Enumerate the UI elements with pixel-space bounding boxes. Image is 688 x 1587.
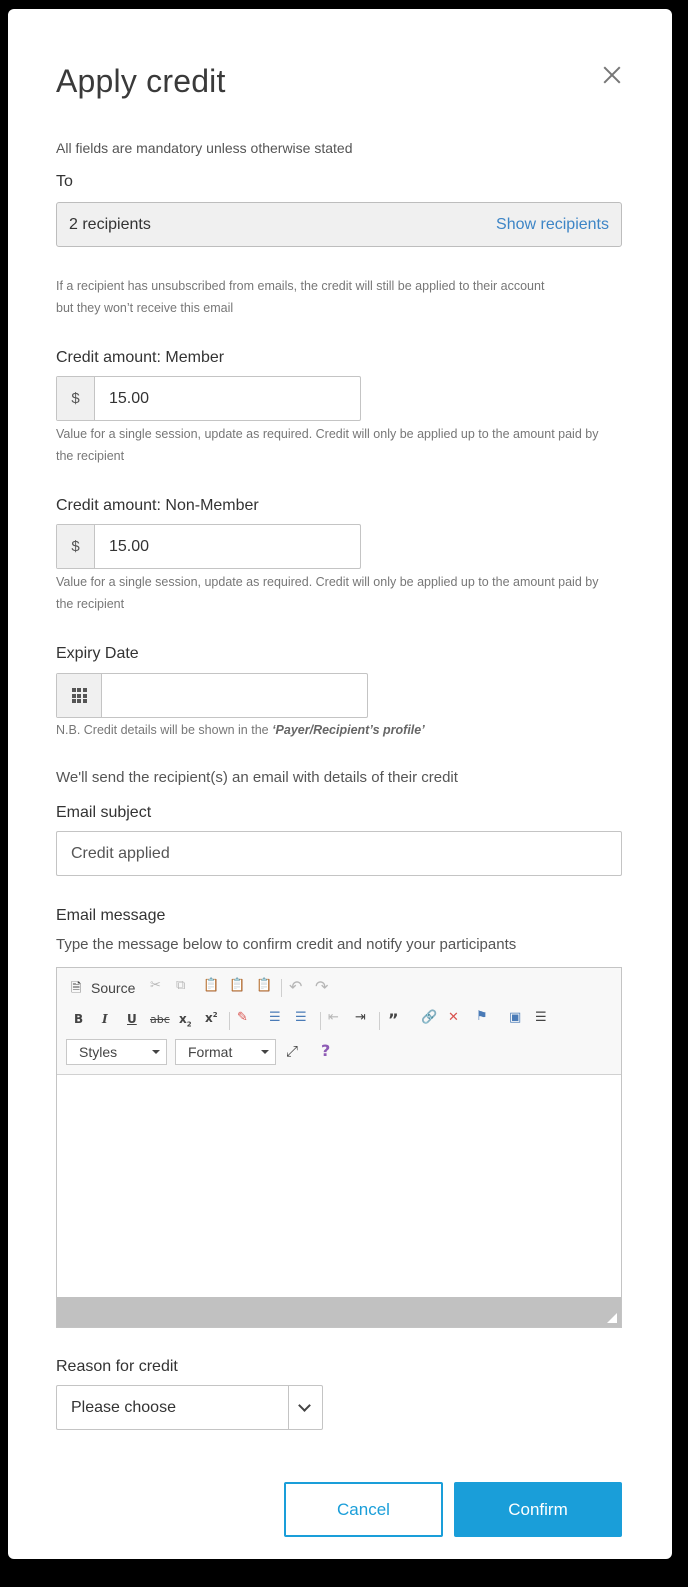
to-label: To: [56, 173, 73, 190]
recipients-field: [56, 202, 622, 247]
expiry-note: [56, 719, 425, 741]
source-button[interactable]: Source: [91, 980, 136, 996]
justify-icon[interactable]: ☰: [535, 1010, 547, 1025]
source-icon[interactable]: 🗎: [71, 981, 82, 996]
credit-non-member-label: Credit amount: Non-Member: [56, 497, 259, 514]
blockquote-icon[interactable]: ”: [388, 1010, 399, 1029]
email-message-label: Email message: [56, 907, 166, 924]
underline-icon[interactable]: U: [127, 1012, 137, 1026]
bold-icon[interactable]: B: [74, 1012, 84, 1026]
copy-icon[interactable]: ⧉: [176, 978, 186, 993]
cancel-button[interactable]: Cancel: [284, 1482, 443, 1537]
show-recipients-link[interactable]: Show recipients: [496, 216, 609, 233]
subscript-icon[interactable]: $x_2$: [179, 1012, 192, 1029]
image-icon[interactable]: ▣: [509, 1010, 522, 1025]
superscript-icon[interactable]: $x^2$: [205, 1011, 218, 1025]
styles-dropdown[interactable]: [66, 1039, 167, 1065]
chevron-down-icon: [152, 1050, 160, 1054]
email-subject-label: Email subject: [56, 804, 152, 821]
expiry-date-value[interactable]: [102, 674, 367, 717]
mandatory-note: All fields are mandatory unless otherwise stated: [56, 140, 353, 156]
help-icon[interactable]: ?: [321, 1041, 331, 1060]
credit-member-value[interactable]: 15.00: [109, 390, 150, 407]
editor-content-area[interactable]: [57, 1075, 621, 1297]
remove-format-icon[interactable]: ✎: [237, 1010, 248, 1025]
expiry-note-text: N.B. Credit details will be shown in the: [56, 723, 273, 737]
redo-icon[interactable]: ↷: [315, 977, 329, 996]
email-message-help: Type the message below to confirm credit and notify your participants: [56, 936, 517, 953]
paste-icon[interactable]: 📋: [203, 978, 220, 993]
expiry-date-input[interactable]: [56, 673, 368, 718]
rich-text-editor: [56, 967, 622, 1328]
close-icon[interactable]: [598, 61, 626, 89]
anchor-icon[interactable]: ⚑: [476, 1009, 488, 1024]
credit-non-member-help: Value for a single session, update as required. Credit will only be applied up to the amount paid by the recipient: [56, 575, 599, 611]
resize-handle-icon[interactable]: [607, 1313, 617, 1323]
italic-icon[interactable]: I: [102, 1012, 108, 1026]
styles-label: Styles: [79, 1044, 118, 1060]
reason-dropdown-toggle[interactable]: [288, 1386, 322, 1429]
link-icon[interactable]: 🔗: [421, 1010, 438, 1025]
paste-word-icon[interactable]: 📋: [256, 978, 273, 993]
reason-selected-value: Please choose: [71, 1399, 176, 1416]
dialog-title: Apply credit: [56, 63, 226, 99]
paste-text-icon[interactable]: 📋: [229, 978, 246, 993]
unsubscribe-note: If a recipient has unsubscribed from emails, the credit will still be applied to their account but they won’t receive this email: [56, 279, 545, 315]
chevron-down-icon: [298, 1399, 311, 1412]
calendar-icon[interactable]: [57, 674, 102, 717]
indent-icon[interactable]: ⇥: [355, 1010, 366, 1025]
chevron-down-icon: [261, 1050, 269, 1054]
email-subject-input[interactable]: Credit applied: [56, 831, 622, 876]
currency-addon: $: [57, 525, 95, 568]
outdent-icon[interactable]: ⇤: [328, 1010, 339, 1025]
maximize-icon[interactable]: ⤢: [286, 1042, 299, 1060]
strikethrough-icon[interactable]: abc: [150, 1013, 170, 1026]
expiry-date-label: Expiry Date: [56, 645, 139, 662]
reason-label: Reason for credit: [56, 1358, 178, 1375]
currency-addon: $: [57, 377, 95, 420]
format-dropdown[interactable]: [175, 1039, 276, 1065]
credit-member-label: Credit amount: Member: [56, 349, 225, 366]
email-intro: We'll send the recipient(s) an email with details of their credit: [56, 769, 458, 786]
credit-non-member-value[interactable]: 15.00: [109, 538, 150, 555]
format-label: Format: [188, 1044, 233, 1060]
confirm-button[interactable]: Confirm: [454, 1482, 622, 1537]
credit-member-input[interactable]: [56, 376, 361, 421]
numbered-list-icon[interactable]: ☰: [269, 1010, 281, 1025]
profile-emphasis: ‘Payer/Recipient’s profile’: [272, 723, 425, 737]
bulleted-list-icon[interactable]: ☰: [295, 1010, 307, 1025]
apply-credit-dialog: [8, 9, 672, 1559]
credit-member-help: Value for a single session, update as required. Credit will only be applied up to the amount paid by the recipient: [56, 427, 599, 463]
editor-footer: [57, 1297, 621, 1327]
reason-select[interactable]: [56, 1385, 323, 1430]
editor-toolbar: [57, 968, 621, 1075]
undo-icon[interactable]: ↶: [289, 977, 303, 996]
credit-non-member-input[interactable]: [56, 524, 361, 569]
cut-icon[interactable]: ✂: [150, 978, 161, 993]
recipients-count: 2 recipients: [69, 216, 151, 233]
unlink-icon[interactable]: ✕: [448, 1010, 459, 1025]
